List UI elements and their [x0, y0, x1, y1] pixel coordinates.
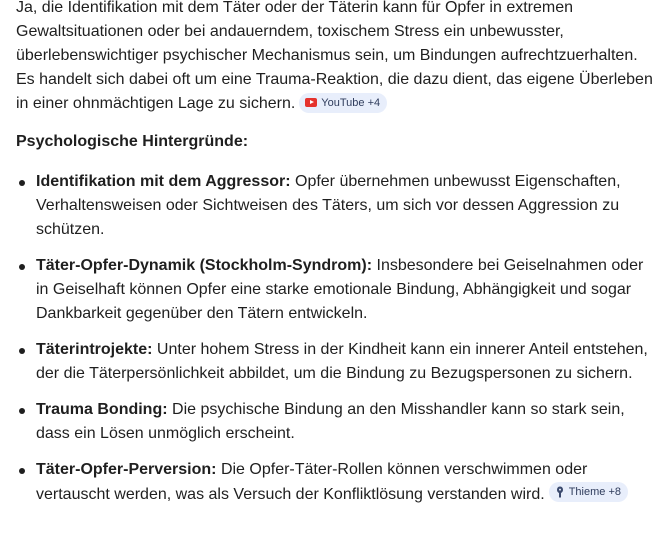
points-list — [16, 170, 656, 507]
source-chip-thieme[interactable] — [549, 482, 628, 502]
point-text: Die psychische Bindung an den Misshandler kann so stark sein, dass ein Lösen unmöglich erscheint. — [36, 401, 625, 442]
section-heading: Psychologische Hintergründe: — [16, 133, 249, 150]
point-term: Täterintrojekte: — [36, 341, 153, 358]
point-term: Identifikation mit dem Aggressor: — [36, 173, 291, 190]
thieme-icon — [555, 486, 565, 498]
point-text: Insbesondere bei Geiselnahmen oder in Geiselhaft können Opfer eine starke emotionale Bindung, Abhängigkeit und sogar Dankbarkeit gegenüber den Tätern entwickeln. — [36, 257, 644, 322]
point-term: Täter-Opfer-Perversion: — [36, 461, 217, 478]
intro-text: Ja, die Identifikation mit dem Täter oder der Täterin kann für Opfer in extremen Gewaltsituationen oder bei andauerndem, toxischem Stress ein unbewusster, überlebenswichtiger psychischer Mechanismus sein, um Bindungen aufrechtzuerhalten. Es handelt sich dabei oft um eine Trauma-Reaktion, die dazu dient, das eigene Überleben in einer ohnmächtigen Lage zu sichern. — [16, 0, 653, 112]
youtube-icon — [305, 98, 317, 107]
point-term: Trauma Bonding: — [36, 401, 168, 418]
point-text: Opfer übernehmen unbewusst Eigenschaften, Verhaltensweisen oder Sichtweisen des Täters, um sich vor dessen Aggression zu schützen. — [36, 173, 621, 238]
point-text: Die Opfer-Täter-Rollen können verschwimmen oder vertauscht werden, was als Versuch der Konfliktlösung verstanden wird. — [36, 461, 588, 503]
source-chip-label: YouTube +4 — [321, 96, 381, 109]
point-text: Unter hohem Stress in der Kindheit kann ein innerer Anteil entstehen, der die Täterpersönlichkeit abbildet, um die Bindung zu Bezugspersonen zu sichern. — [36, 341, 648, 382]
bullet-icon — [19, 468, 25, 474]
list-item — [16, 458, 656, 507]
source-chip-label: Thieme +8 — [568, 486, 621, 498]
bullet-icon — [19, 408, 25, 414]
bullet-icon — [19, 348, 25, 354]
list-item — [16, 398, 656, 446]
bullet-icon — [19, 180, 25, 186]
list-item — [16, 170, 656, 242]
list-item — [16, 338, 656, 386]
list-item — [16, 254, 656, 326]
bullet-icon — [19, 264, 25, 270]
source-chip-youtube[interactable] — [299, 93, 387, 113]
intro-paragraph — [16, 0, 656, 116]
answer-content — [16, 0, 656, 519]
point-term: Täter-Opfer-Dynamik (Stockholm-Syndrom): — [36, 257, 373, 274]
